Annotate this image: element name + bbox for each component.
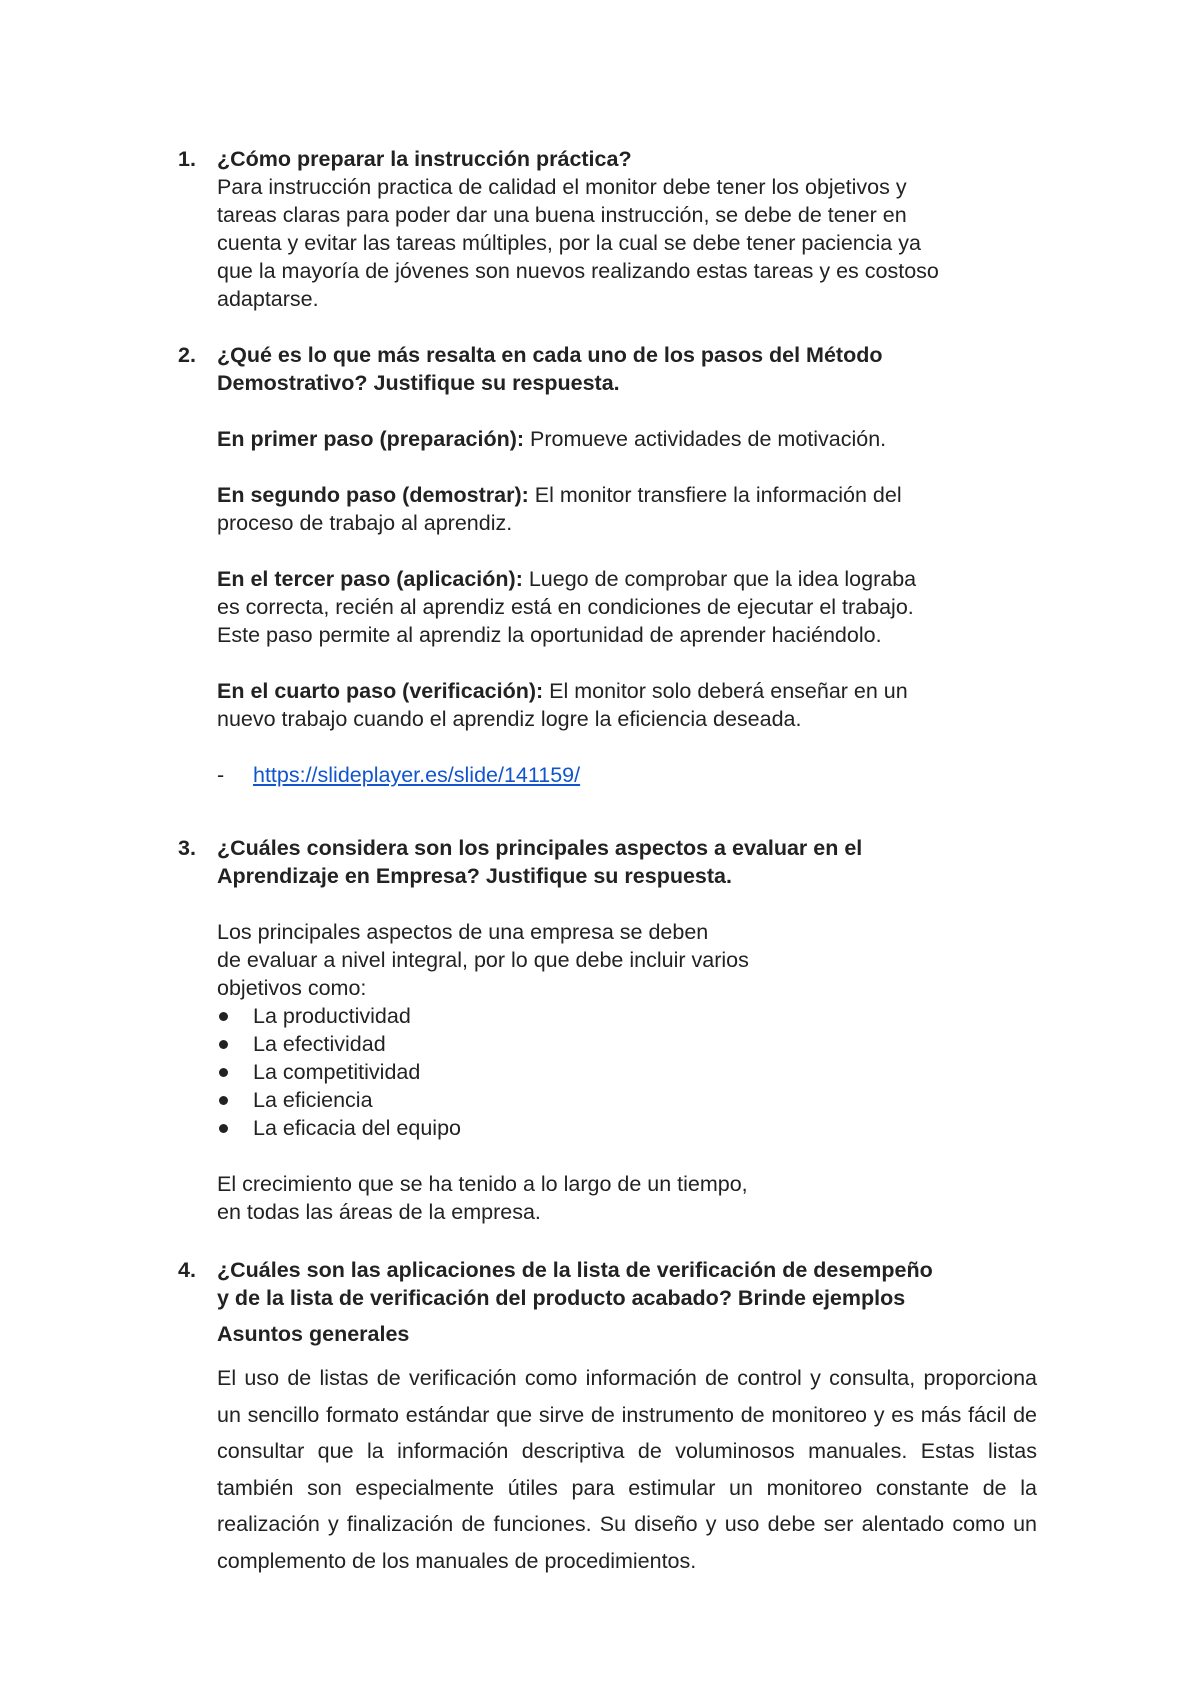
question-title: ¿Cómo preparar la instrucción práctica? bbox=[217, 147, 632, 171]
question-title-line: Demostrativo? Justifique su respuesta. bbox=[217, 371, 620, 395]
step-text-line: nuevo trabajo cuando el aprendiz logre la eficiencia deseada. bbox=[217, 707, 802, 731]
bullet-icon bbox=[219, 1124, 228, 1133]
step-label: En el tercer paso (aplicación): bbox=[217, 567, 523, 591]
answer-line: que la mayoría de jóvenes son nuevos realizando estas tareas y es costoso bbox=[217, 259, 939, 283]
bullet-icon bbox=[219, 1040, 228, 1049]
step-text-line: Este paso permite al aprendiz la oportunidad de aprender haciéndolo. bbox=[217, 623, 882, 647]
aspects-list bbox=[217, 1002, 1037, 1142]
intro-line: de evaluar a nivel integral, por lo que debe incluir varios bbox=[217, 948, 749, 972]
question-body bbox=[217, 145, 1037, 313]
step-1 bbox=[217, 425, 1037, 453]
question-number: 4. bbox=[178, 1258, 196, 1282]
list-item: La eficacia del equipo bbox=[217, 1114, 1037, 1142]
question-title-line: Aprendizaje en Empresa? Justifique su respuesta. bbox=[217, 864, 732, 888]
step-2 bbox=[217, 481, 1037, 509]
question-title-line: ¿Cuáles son las aplicaciones de la lista de verificación de desempeño bbox=[217, 1258, 933, 1282]
bullet-icon bbox=[219, 1096, 228, 1105]
bullet-icon bbox=[219, 1068, 228, 1077]
bullet-icon bbox=[219, 1012, 228, 1021]
section-subheading: Asuntos generales bbox=[217, 1322, 410, 1346]
step-label: En el cuarto paso (verificación): bbox=[217, 679, 544, 703]
step-text-line: es correcta, recién al aprendiz está en condiciones de ejecutar el trabajo. bbox=[217, 595, 914, 619]
step-label: En segundo paso (demostrar): bbox=[217, 483, 529, 507]
intro-line: objetivos como: bbox=[217, 976, 367, 1000]
step-text: El monitor transfiere la información del bbox=[528, 483, 902, 507]
reference-line bbox=[217, 761, 1037, 789]
list-item: La productividad bbox=[217, 1002, 1037, 1030]
list-item: La competitividad bbox=[217, 1058, 1037, 1086]
answer-line: Para instrucción practica de calidad el monitor debe tener los objetivos y bbox=[217, 175, 907, 199]
question-body bbox=[217, 1256, 1037, 1579]
question-title-line: ¿Qué es lo que más resalta en cada uno de los pasos del Método bbox=[217, 343, 883, 367]
question-title-line: ¿Cuáles considera son los principales aspectos a evaluar en el bbox=[217, 836, 863, 860]
step-text-line: proceso de trabajo al aprendiz. bbox=[217, 511, 513, 535]
answer-line: adaptarse. bbox=[217, 287, 319, 311]
answer-line: tareas claras para poder dar una buena instrucción, se debe de tener en bbox=[217, 203, 907, 227]
question-title-line: y de la lista de verificación del producto acabado? Brinde ejemplos bbox=[217, 1286, 906, 1310]
answer-line: cuenta y evitar las tareas múltiples, por la cual se debe tener paciencia ya bbox=[217, 231, 921, 255]
step-text: El monitor solo deberá enseñar en un bbox=[543, 679, 908, 703]
step-4 bbox=[217, 677, 1037, 705]
step-3 bbox=[217, 565, 1037, 593]
dash-marker: - bbox=[217, 763, 225, 787]
intro-line: Los principales aspectos de una empresa se deben bbox=[217, 920, 709, 944]
reference-link[interactable]: https://slideplayer.es/slide/141159/ bbox=[253, 763, 581, 787]
step-text: Promueve actividades de motivación. bbox=[524, 427, 887, 451]
question-number: 3. bbox=[178, 836, 196, 860]
closing-line: El crecimiento que se ha tenido a lo largo de un tiempo, bbox=[217, 1172, 748, 1196]
step-text: Luego de comprobar que la idea lograba bbox=[522, 567, 917, 591]
closing-line: en todas las áreas de la empresa. bbox=[217, 1200, 541, 1224]
answer-paragraph: El uso de listas de verificación como información de control y consulta, proporciona un sencillo formato estándar que sirve de instrumento de monitoreo y es más fácil de consultar que la información descriptiva de voluminosos manuales. Estas listas también son especialmente útiles para estimular un monitoreo constante de la realización y finalización de funciones. Su diseño y uso debe ser alentado como un complemento de los manuales de procedimientos. bbox=[217, 1366, 1037, 1573]
list-item: La efectividad bbox=[217, 1030, 1037, 1058]
list-item: La eficiencia bbox=[217, 1086, 1037, 1114]
question-number: 2. bbox=[178, 343, 196, 367]
question-body bbox=[217, 341, 1037, 789]
question-body bbox=[217, 834, 1037, 1226]
question-number: 1. bbox=[178, 147, 196, 171]
step-label: En primer paso (preparación): bbox=[217, 427, 525, 451]
